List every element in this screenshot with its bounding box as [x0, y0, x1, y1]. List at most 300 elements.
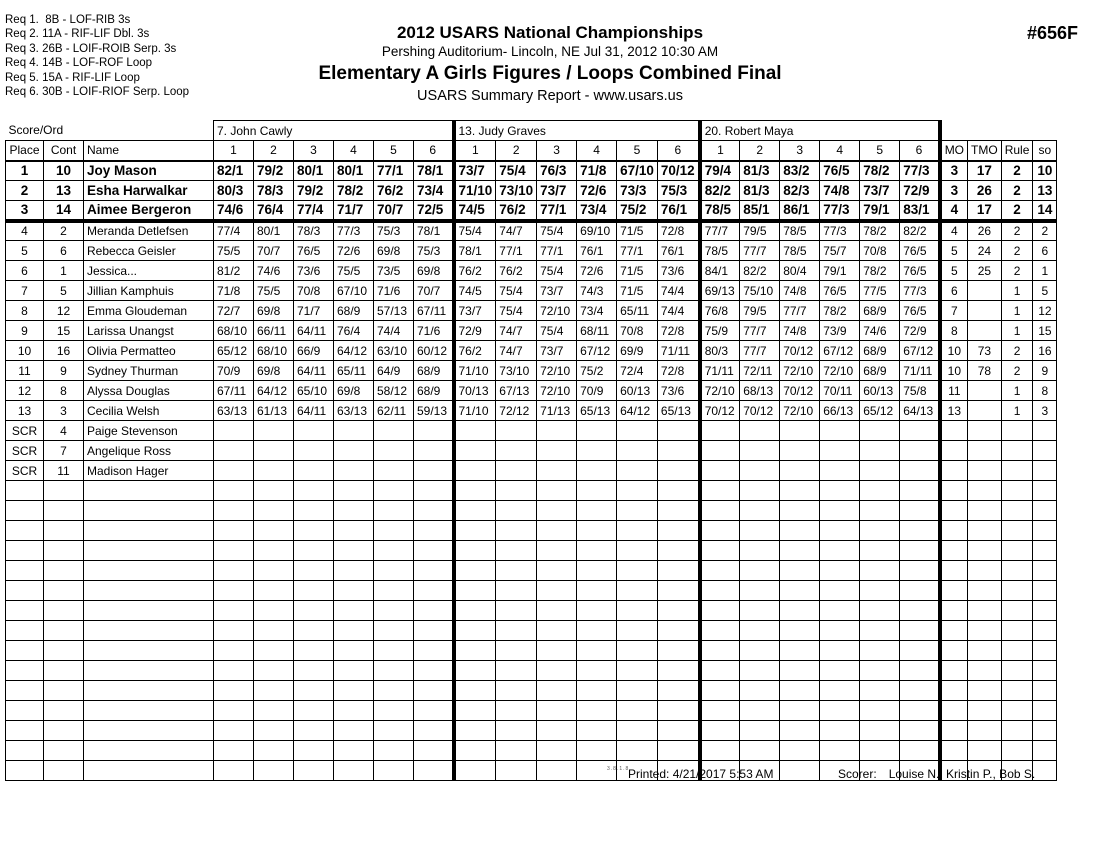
cell-judge2-score1: 73/7	[454, 161, 496, 181]
column-header-judge3-score3: 3	[780, 141, 820, 161]
cell-judge2-score1: 75/4	[454, 221, 496, 241]
report-subtitle: USARS Summary Report - www.usars.us	[417, 88, 683, 104]
cell-judge2-score5	[617, 501, 658, 521]
cell-judge2-score5	[617, 701, 658, 721]
cell-judge1-score4	[334, 741, 374, 761]
cell-tmo	[968, 521, 1002, 541]
cell-judge2-score2	[496, 681, 537, 701]
cell-judge3-score1: 70/12	[700, 401, 740, 421]
cell-judge2-score6: 75/3	[657, 181, 699, 201]
cell-judge2-score5	[617, 541, 658, 561]
cell-judge2-score3: 71/13	[537, 401, 577, 421]
cell-judge3-score2	[740, 681, 780, 701]
table-row-blank	[6, 501, 1057, 521]
cell-judge3-score4	[820, 701, 860, 721]
cell-rule	[1001, 681, 1033, 701]
cell-tmo	[968, 741, 1002, 761]
cell-judge2-score2	[496, 661, 537, 681]
column-header-judge2-score4: 4	[577, 141, 617, 161]
cell-judge1-score5: 76/2	[374, 181, 414, 201]
cell-judge1-score4	[334, 621, 374, 641]
cell-judge2-score6	[657, 681, 699, 701]
cell-judge1-score5: 58/12	[374, 381, 414, 401]
cell-judge1-score1	[214, 701, 254, 721]
cell-judge1-score3	[294, 661, 334, 681]
cell-judge3-score5: 70/8	[860, 241, 900, 261]
cell-judge1-score6	[414, 561, 454, 581]
cell-name: Alyssa Douglas	[84, 381, 214, 401]
cell-judge3-score3	[780, 461, 820, 481]
cell-so: 10	[1033, 161, 1057, 181]
cell-judge2-score6	[657, 421, 699, 441]
cell-judge1-score4	[334, 561, 374, 581]
table-row	[6, 221, 1057, 241]
cell-judge3-score1: 75/9	[700, 321, 740, 341]
cell-tmo	[968, 381, 1002, 401]
cell-rule: 1	[1001, 281, 1033, 301]
cell-judge3-score3	[780, 621, 820, 641]
cell-judge2-score3: 77/1	[537, 201, 577, 221]
cell-judge1-score4	[334, 661, 374, 681]
cell-tmo	[968, 421, 1002, 441]
cell-name	[84, 561, 214, 581]
cell-judge2-score1: 71/10	[454, 401, 496, 421]
cell-cont: 4	[44, 421, 84, 441]
cell-place	[6, 541, 44, 561]
cell-mo: 3	[940, 181, 968, 201]
cell-judge1-score1: 63/13	[214, 401, 254, 421]
cell-judge2-score4: 72/6	[577, 261, 617, 281]
cell-judge1-score6: 78/1	[414, 161, 454, 181]
cell-judge3-score4: 74/8	[820, 181, 860, 201]
cell-tmo	[968, 721, 1002, 741]
cell-judge1-score4: 72/6	[334, 241, 374, 261]
cell-mo	[940, 541, 968, 561]
cell-judge3-score3	[780, 541, 820, 561]
cell-mo: 3	[940, 161, 968, 181]
cell-judge2-score4: 69/10	[577, 221, 617, 241]
cell-judge1-score6	[414, 661, 454, 681]
cell-cont	[44, 761, 84, 781]
cell-judge1-score3: 71/7	[294, 301, 334, 321]
table-row-blank	[6, 621, 1057, 641]
cell-mo: 4	[940, 201, 968, 221]
cell-judge1-score3	[294, 541, 334, 561]
cell-judge2-score4	[577, 461, 617, 481]
cell-judge3-score1	[700, 621, 740, 641]
cell-judge3-score5: 78/2	[860, 161, 900, 181]
cell-judge3-score1: 71/11	[700, 361, 740, 381]
cell-judge2-score1: 76/2	[454, 341, 496, 361]
cell-rule	[1001, 541, 1033, 561]
cell-so	[1033, 661, 1057, 681]
cell-judge1-score2	[254, 741, 294, 761]
cell-place: 7	[6, 281, 44, 301]
cell-judge3-score5	[860, 641, 900, 661]
cell-so	[1033, 761, 1057, 781]
cell-judge2-score1	[454, 421, 496, 441]
cell-name	[84, 601, 214, 621]
cell-judge3-score2: 77/7	[740, 321, 780, 341]
cell-judge2-score2: 76/2	[496, 201, 537, 221]
cell-judge2-score4	[577, 561, 617, 581]
cell-judge2-score6: 72/8	[657, 321, 699, 341]
cell-place: SCR	[6, 461, 44, 481]
cell-judge1-score2: 68/10	[254, 341, 294, 361]
cell-judge1-score2	[254, 761, 294, 781]
cell-judge2-score5: 64/12	[617, 401, 658, 421]
cell-tmo	[968, 701, 1002, 721]
cell-judge3-score1	[700, 461, 740, 481]
cell-name	[84, 501, 214, 521]
table-row-blank	[6, 541, 1057, 561]
cell-judge2-score3	[537, 701, 577, 721]
cell-cont	[44, 541, 84, 561]
cell-judge3-score2	[740, 421, 780, 441]
cell-judge2-score1	[454, 741, 496, 761]
cell-judge2-score6: 65/13	[657, 401, 699, 421]
printed-timestamp: Printed: 4/21/2017 5:53 AM	[628, 767, 774, 781]
cell-judge3-score4: 77/3	[820, 201, 860, 221]
cell-judge2-score3	[537, 761, 577, 781]
venue-datetime: Pershing Auditorium- Lincoln, NE Jul 31, 2012 10:30 AM	[381, 44, 719, 59]
cell-rule	[1001, 661, 1033, 681]
cell-name	[84, 661, 214, 681]
cell-judge1-score4: 65/11	[334, 361, 374, 381]
cell-judge3-score5: 65/12	[860, 401, 900, 421]
table-row-blank	[6, 681, 1057, 701]
column-header-judge2-score2: 2	[496, 141, 537, 161]
cell-judge1-score3	[294, 701, 334, 721]
cell-rule	[1001, 521, 1033, 541]
cell-judge1-score5	[374, 601, 414, 621]
column-header-name: Name	[84, 141, 214, 161]
cell-judge2-score4: 75/2	[577, 361, 617, 381]
cell-name	[84, 521, 214, 541]
cell-judge2-score6: 72/8	[657, 221, 699, 241]
cell-tmo	[968, 581, 1002, 601]
cell-judge2-score6	[657, 561, 699, 581]
cell-judge3-score5: 79/1	[860, 201, 900, 221]
cell-judge3-score6	[900, 741, 940, 761]
cell-so: 15	[1033, 321, 1057, 341]
cell-judge3-score5	[860, 421, 900, 441]
cell-judge1-score2	[254, 601, 294, 621]
cell-judge1-score4: 68/9	[334, 301, 374, 321]
cell-judge3-score5	[860, 721, 900, 741]
cell-judge1-score2	[254, 721, 294, 741]
cell-judge3-score6	[900, 621, 940, 641]
cell-judge1-score3: 80/1	[294, 161, 334, 181]
cell-judge1-score4	[334, 501, 374, 521]
cell-judge2-score3	[537, 561, 577, 581]
cell-judge2-score1	[454, 701, 496, 721]
cell-judge3-score2: 75/10	[740, 281, 780, 301]
cell-cont	[44, 641, 84, 661]
cell-judge3-score4	[820, 741, 860, 761]
cell-judge3-score3	[780, 761, 820, 781]
cell-cont: 11	[44, 461, 84, 481]
cell-judge1-score2	[254, 541, 294, 561]
cell-judge2-score3: 75/4	[537, 321, 577, 341]
cell-judge3-score1	[700, 701, 740, 721]
cell-judge2-score3: 75/4	[537, 261, 577, 281]
cell-cont	[44, 561, 84, 581]
cell-judge3-score6: 71/11	[900, 361, 940, 381]
cell-judge2-score1	[454, 521, 496, 541]
cell-judge1-score1: 71/8	[214, 281, 254, 301]
cell-judge1-score5	[374, 701, 414, 721]
cell-judge1-score3	[294, 461, 334, 481]
table-row	[6, 421, 1057, 441]
cell-cont	[44, 681, 84, 701]
cell-judge2-score4	[577, 541, 617, 561]
cell-judge2-score3	[537, 441, 577, 461]
cell-place: SCR	[6, 441, 44, 461]
cell-judge1-score6: 71/6	[414, 321, 454, 341]
cell-judge2-score2: 73/10	[496, 181, 537, 201]
cell-place: 3	[6, 201, 44, 221]
cell-judge1-score6	[414, 741, 454, 761]
cell-judge1-score2: 75/5	[254, 281, 294, 301]
column-header-judge2-score3: 3	[537, 141, 577, 161]
cell-cont	[44, 501, 84, 521]
cell-judge1-score2	[254, 461, 294, 481]
cell-mo: 13	[940, 401, 968, 421]
cell-name	[84, 641, 214, 661]
cell-judge1-score2	[254, 561, 294, 581]
cell-judge3-score1	[700, 521, 740, 541]
cell-judge3-score4	[820, 501, 860, 521]
cell-judge2-score4	[577, 441, 617, 461]
cell-judge1-score6: 59/13	[414, 401, 454, 421]
cell-tmo	[968, 681, 1002, 701]
score-ord-label: Score/Ord	[6, 121, 214, 141]
cell-judge2-score2	[496, 561, 537, 581]
cell-rule: 2	[1001, 341, 1033, 361]
cell-so	[1033, 641, 1057, 661]
cell-judge2-score2	[496, 761, 537, 781]
cell-mo	[940, 421, 968, 441]
requirement-line: Req 1. 8B - LOF-RIB 3s	[5, 14, 131, 26]
cell-name: Meranda Detlefsen	[84, 221, 214, 241]
cell-judge2-score5: 73/3	[617, 181, 658, 201]
judge-header-3: 20. Robert Maya	[700, 121, 940, 141]
cell-judge2-score6: 76/1	[657, 241, 699, 261]
cell-so: 6	[1033, 241, 1057, 261]
cell-judge1-score2	[254, 521, 294, 541]
cell-rule: 1	[1001, 401, 1033, 421]
cell-judge1-score1: 70/9	[214, 361, 254, 381]
cell-judge3-score5	[860, 521, 900, 541]
cell-judge3-score4	[820, 661, 860, 681]
table-row-blank	[6, 581, 1057, 601]
cell-judge1-score5	[374, 621, 414, 641]
cell-judge3-score1: 82/2	[700, 181, 740, 201]
cell-place: SCR	[6, 421, 44, 441]
table-row	[6, 181, 1057, 201]
cell-judge3-score3: 70/12	[780, 341, 820, 361]
cell-judge1-score5	[374, 541, 414, 561]
cell-judge1-score2	[254, 501, 294, 521]
cell-judge1-score3: 73/6	[294, 261, 334, 281]
cell-judge1-score6	[414, 601, 454, 621]
cell-tmo: 26	[968, 221, 1002, 241]
cell-judge2-score3: 72/10	[537, 301, 577, 321]
cell-cont	[44, 601, 84, 621]
cell-judge2-score5	[617, 441, 658, 461]
cell-judge3-score1	[700, 681, 740, 701]
cell-judge1-score4	[334, 641, 374, 661]
cell-judge2-score2: 74/7	[496, 341, 537, 361]
cell-place	[6, 581, 44, 601]
cell-judge1-score1	[214, 681, 254, 701]
cell-judge3-score2	[740, 441, 780, 461]
cell-judge1-score1: 75/5	[214, 241, 254, 261]
cell-judge1-score2: 69/8	[254, 301, 294, 321]
cell-tmo: 17	[968, 201, 1002, 221]
cell-judge3-score6	[900, 561, 940, 581]
results-table-wrapper	[5, 120, 1057, 781]
requirements-list	[5, 13, 189, 99]
cell-judge2-score4	[577, 581, 617, 601]
table-row	[6, 361, 1057, 381]
cell-judge3-score6	[900, 541, 940, 561]
cell-judge1-score6	[414, 681, 454, 701]
cell-judge3-score2	[740, 581, 780, 601]
cell-judge1-score5	[374, 641, 414, 661]
cell-judge1-score4: 63/13	[334, 401, 374, 421]
cell-place: 6	[6, 261, 44, 281]
cell-judge3-score6: 67/12	[900, 341, 940, 361]
cell-place	[6, 501, 44, 521]
cell-judge1-score2: 69/8	[254, 361, 294, 381]
cell-judge2-score5: 69/9	[617, 341, 658, 361]
cell-judge2-score2	[496, 501, 537, 521]
cell-judge3-score4: 73/9	[820, 321, 860, 341]
cell-judge3-score1	[700, 741, 740, 761]
cell-judge3-score2	[740, 521, 780, 541]
cell-judge2-score4: 74/3	[577, 281, 617, 301]
cell-cont	[44, 581, 84, 601]
cell-judge1-score3	[294, 641, 334, 661]
cell-mo	[940, 621, 968, 641]
cell-judge3-score1: 78/5	[700, 241, 740, 261]
cell-judge2-score5	[617, 661, 658, 681]
cell-place	[6, 681, 44, 701]
column-header-so: so	[1033, 141, 1057, 161]
cell-judge2-score4	[577, 501, 617, 521]
cell-judge1-score4	[334, 441, 374, 461]
cell-judge3-score5	[860, 501, 900, 521]
cell-judge3-score4	[820, 641, 860, 661]
cell-judge1-score6: 67/11	[414, 301, 454, 321]
version-code: 3.8.1.8	[607, 766, 630, 772]
cell-judge1-score5	[374, 581, 414, 601]
cell-judge1-score4: 64/12	[334, 341, 374, 361]
cell-judge3-score1	[700, 581, 740, 601]
cell-judge1-score6: 75/3	[414, 241, 454, 261]
cell-judge2-score3	[537, 601, 577, 621]
cell-judge1-score4	[334, 701, 374, 721]
cell-judge1-score1: 82/1	[214, 161, 254, 181]
cell-mo	[940, 741, 968, 761]
cell-judge1-score6: 72/5	[414, 201, 454, 221]
cell-judge3-score1	[700, 721, 740, 741]
cell-judge3-score1: 69/13	[700, 281, 740, 301]
cell-judge1-score4	[334, 601, 374, 621]
cell-so	[1033, 421, 1057, 441]
cell-judge2-score4	[577, 701, 617, 721]
cell-judge3-score1	[700, 661, 740, 681]
cell-mo	[940, 501, 968, 521]
cell-judge1-score1	[214, 421, 254, 441]
cell-judge1-score3	[294, 521, 334, 541]
cell-judge1-score4	[334, 421, 374, 441]
cell-judge3-score3: 82/3	[780, 181, 820, 201]
cell-judge2-score5: 71/5	[617, 261, 658, 281]
cell-tmo	[968, 541, 1002, 561]
cell-judge2-score1: 76/2	[454, 261, 496, 281]
cell-judge1-score5: 69/8	[374, 241, 414, 261]
cell-judge3-score2: 81/3	[740, 161, 780, 181]
cell-rule	[1001, 461, 1033, 481]
cell-judge1-score5: 75/3	[374, 221, 414, 241]
cell-judge1-score6	[414, 521, 454, 541]
cell-judge2-score6	[657, 461, 699, 481]
cell-judge3-score1	[700, 481, 740, 501]
cell-judge2-score2: 73/10	[496, 361, 537, 381]
cell-judge3-score1	[700, 501, 740, 521]
cell-so	[1033, 461, 1057, 481]
cell-judge3-score4: 78/2	[820, 301, 860, 321]
cell-judge3-score4	[820, 681, 860, 701]
cell-judge2-score6: 70/12	[657, 161, 699, 181]
cell-judge2-score1	[454, 661, 496, 681]
cell-judge2-score5: 71/5	[617, 221, 658, 241]
cell-judge1-score5: 64/9	[374, 361, 414, 381]
cell-judge3-score4: 76/5	[820, 281, 860, 301]
cell-judge3-score3: 77/7	[780, 301, 820, 321]
cell-judge2-score6	[657, 721, 699, 741]
cell-judge2-score1: 74/5	[454, 281, 496, 301]
cell-name: Sydney Thurman	[84, 361, 214, 381]
cell-judge3-score5: 68/9	[860, 361, 900, 381]
cell-judge3-score3	[780, 581, 820, 601]
cell-place	[6, 561, 44, 581]
table-header-judges	[6, 121, 1057, 141]
cell-cont: 2	[44, 221, 84, 241]
cell-judge3-score2	[740, 661, 780, 681]
cell-judge2-score2	[496, 541, 537, 561]
cell-judge1-score3: 78/3	[294, 221, 334, 241]
table-row	[6, 321, 1057, 341]
table-row-blank	[6, 741, 1057, 761]
cell-rule: 2	[1001, 181, 1033, 201]
cell-judge2-score3: 73/7	[537, 341, 577, 361]
cell-mo: 10	[940, 361, 968, 381]
cell-so	[1033, 701, 1057, 721]
cell-judge1-score4: 80/1	[334, 161, 374, 181]
cell-judge3-score4: 67/12	[820, 341, 860, 361]
cell-cont: 1	[44, 261, 84, 281]
cell-mo: 8	[940, 321, 968, 341]
cell-judge2-score4	[577, 641, 617, 661]
cell-judge3-score6: 77/3	[900, 161, 940, 181]
cell-judge2-score3: 73/7	[537, 181, 577, 201]
cell-tmo: 78	[968, 361, 1002, 381]
cell-so	[1033, 741, 1057, 761]
